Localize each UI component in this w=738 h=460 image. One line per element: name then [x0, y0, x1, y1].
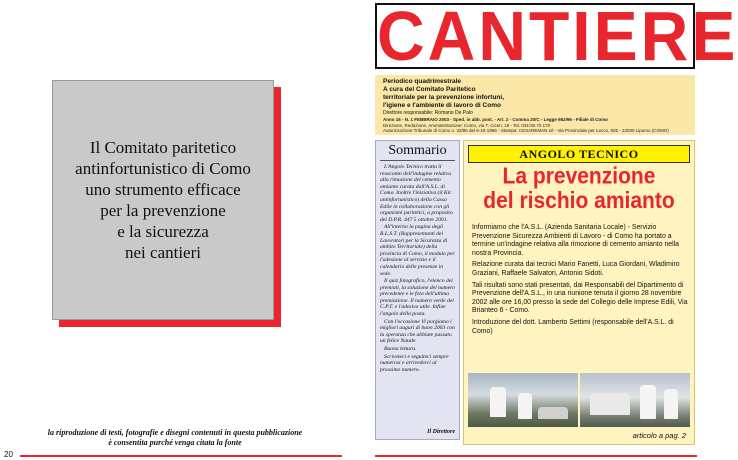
article-headline — [464, 164, 694, 213]
copyright-line: la riproduzione di testi, fotografie e disegni contenuti in questa pubblicazione — [47, 428, 303, 437]
sommario-body — [380, 164, 455, 373]
sommario-signature: Il Direttore — [427, 429, 455, 435]
left-footer-rule — [20, 455, 342, 457]
worker-figure — [518, 393, 532, 419]
intro-line: e la sicurezza — [117, 222, 209, 241]
worker-figure — [640, 385, 656, 419]
covered-material — [590, 393, 630, 415]
article-paragraph: Tali risultati sono stati presentati, dai Responsabili del Dipartimento di Prevenzione dell'A.S.L., in una riunione tenuta il giorno 28 novembre 2002 alle ore 16,00 presso la sede del Collegio delle Imprese Edili, Via Brianteo 6 - Como. — [472, 281, 688, 315]
copyright-line: è consentita purché venga citata la fonte — [108, 438, 242, 447]
masthead — [375, 0, 738, 75]
section-banner: ANGOLO TECNICO — [468, 145, 690, 163]
intro-line: uno strumento efficace — [85, 180, 241, 199]
intro-box-text — [75, 137, 251, 263]
sommario-paragraph: All'interno la pagina degli R.L.S.T. (Rappresentanti dei Lavoratori per la Sicurezza di ambito Territoriale) della provincia di Como, il modulo per l'adesione al servizio e il calendario delle presenze in sede. — [380, 224, 455, 277]
intro-line: nei cantieri — [125, 243, 201, 262]
sommario-title: Sommario — [380, 143, 455, 161]
continuation-caption: articolo a pag. 2 — [632, 431, 686, 440]
masthead-title: CANTIERE — [377, 0, 738, 75]
sommario-paragraph: L'Angolo Tecnico tratta il resoconto dell'indagine relativa alla rimozione del cemento amianto curata dall'A.S.L. di Como. Inoltre l'iniziativa (il Kit antinfortunistico) della Cassa Edile in collaborazione con gli organismi paritetici, a proposito del D.P.R. 447 5 ottobre 2001. — [380, 164, 453, 223]
intro-line: antinfortunistico di Como — [75, 159, 251, 178]
sommario-paragraph: Buona lettura. — [384, 346, 417, 353]
article-body — [472, 224, 690, 339]
article-paragraph: Introduzione del dott. Lamberto Settimi (responsabile dell'A.S.L. di Como) — [472, 318, 674, 335]
issue-line: Anno 16 - N. 1 FEBBRAIO 2003 - Sped. in abb. post. - Art. 2 - Comma 20/C - Legge 662/96 - Filiale di Como — [383, 117, 608, 122]
info-line: A cura del Comitato Paritetico — [383, 86, 476, 93]
authorization-line: Autorizzazione Tribunale di Como n. 32/86 del 6-10-1986 - Stampa: CESAREMAN srl - Via Provinciale per Lecco, 825 - 22030 Lipomo (COMO) — [383, 128, 669, 133]
page-number: 20 — [4, 450, 13, 459]
worker-figure — [664, 389, 678, 419]
info-line: territoriale per la prevenzione infortuni, — [383, 94, 504, 101]
sommario-paragraph: Il quiz fotografico, l'elenco dei premiati, la soluzione del numero precedente e le foto dell'ultima premiazione. Il numero verde del C.P.T. e l'adesivo utile. Infine l'angolo della posta. — [380, 278, 455, 318]
right-footer-rule — [375, 455, 697, 457]
headline-line: del rischio amianto — [483, 187, 675, 214]
sommario-paragraph: Con l'occasione Vi porgiamo i migliori auguri di buon 2003 con la speranza che abbiate passato un felice Natale. — [380, 318, 455, 345]
info-line: Periodico quadrimestrale — [383, 78, 462, 85]
intro-line: Il Comitato paritetico — [89, 138, 237, 157]
address-line: Direzione, Redazione, Amministrazione: Como, via T. Ciceri, 18 - Tel. 031/30.70.170 — [383, 122, 551, 128]
sommario-column — [375, 140, 460, 440]
publication-info — [375, 75, 695, 135]
photo-strip — [468, 373, 690, 427]
info-line: l'igiene e l'ambiente di lavoro di Como — [383, 102, 501, 109]
article-paragraph: Relazione curata dai tecnici Mario Fanetti, Luca Giordani, Wladimiro Graziani, Raffaele Salvatori, Antonio Sidoti. — [472, 261, 680, 277]
sommario-paragraph: Scriveteci e seguiteci sempre numerosi e arrivederci al prossimo numero. — [380, 353, 449, 373]
article-panel — [463, 140, 695, 445]
debris-pile — [538, 407, 568, 419]
right-page — [350, 0, 738, 460]
headline-line: La prevenzione — [502, 163, 656, 189]
copyright-note — [40, 428, 310, 448]
left-page — [0, 0, 350, 460]
worker-figure — [490, 387, 506, 417]
asbestos-removal-photo — [580, 373, 690, 427]
director-line: Direttore responsabile: Romano De Palo — [383, 110, 473, 116]
asbestos-removal-photo — [468, 373, 578, 427]
article-paragraph: Informiamo che l'A.S.L. (Azienda Sanitaria Locale) - Servizio Prevenzione Sicurezza Ambienti di Lavoro - di Como ha portato a termine un'indagine relativa alla rimozione di cemento amianto nella nostra Provincia. — [472, 224, 680, 257]
intro-box — [52, 80, 274, 320]
intro-line: per la prevenzione — [100, 201, 226, 220]
